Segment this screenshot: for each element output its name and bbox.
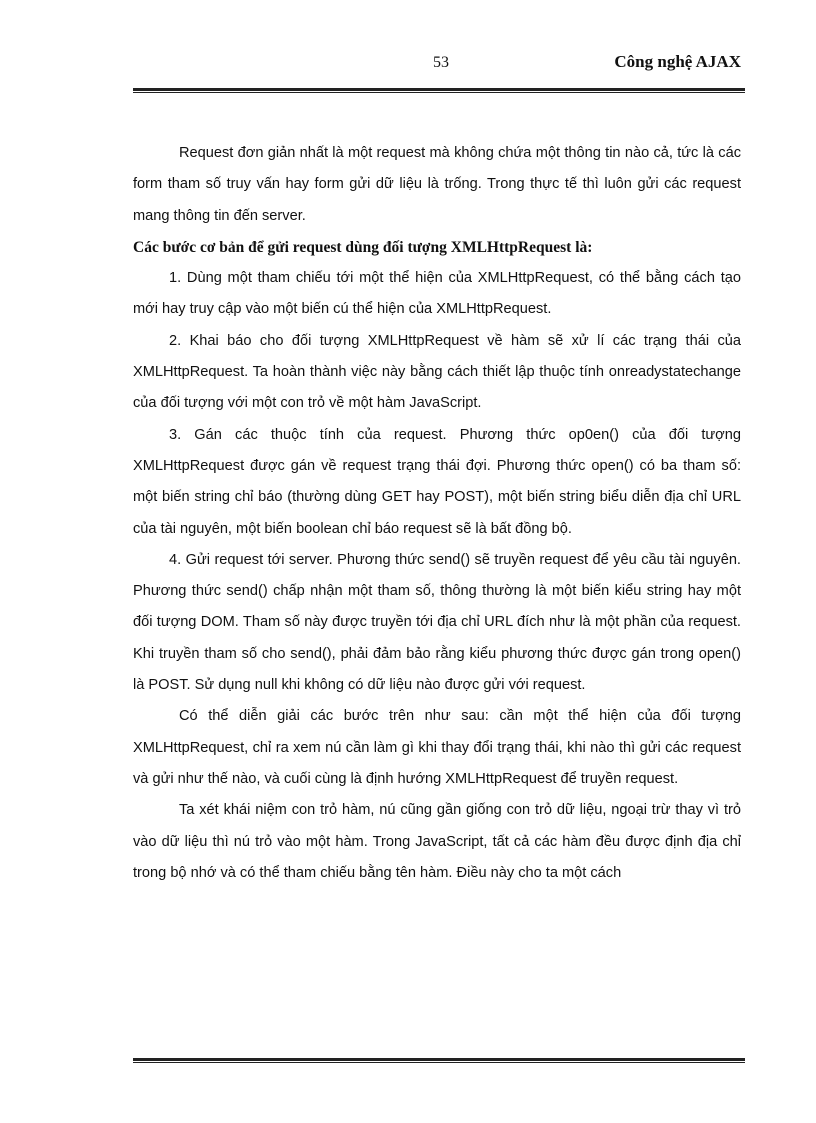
header-rule [133,88,745,93]
paragraph-summary: Có thể diễn giải các bước trên như sau: cần một thể hiện của đối tượng XMLHttpRequest, chỉ ra xem nú cần làm gì khi thay đổi trạng thái, khi nào thì gửi các request và gửi như thế nào, và cuối cùng là định hướng XMLHttpRequest để truyền request. [133,708,741,787]
header-title: Công nghệ AJAX [614,52,741,71]
paragraph-step-2: 2. Khai báo cho đối tượng XMLHttpRequest về hàm sẽ xử lí các trạng thái của XMLHttpRequest. Ta hoàn thành việc này bằng cách thiết lập thuộc tính onreadystatechange của đối tượng với một con trỏ về một hàm JavaScript. [133,332,741,412]
paragraph-step-1: 1. Dùng một tham chiếu tới một thể hiện của XMLHttpRequest, có thể bằng cách tạo mới hay truy cập vào một biến cú thể hiện của XMLHttpRequest. [133,270,741,318]
document-body [133,138,741,889]
page-header [133,50,745,80]
paragraph-intro: Request đơn giản nhất là một request mà không chứa một thông tin nào cả, tức là các form tham số truy vấn hay form gửi dữ liệu là trống. Trong thực tế thì luôn gửi các request mang thông tin đến server. [133,145,741,224]
section-heading: Các bước cơ bản để gửi request dùng đối tượng XMLHttpRequest là: [133,238,593,256]
paragraph-step-3: 3. Gán các thuộc tính của request. Phương thức op0en() của đối tượng XMLHttpRequest được gán về request trạng thái đợi. Phương thức open() có ba tham số: một biến string chỉ báo (thường dùng GET hay POST), một biến string biểu diễn địa chỉ URL của tài nguyên, một biến boolean chỉ báo request sẽ là bất đồng bộ. [133,426,741,537]
footer-rule [133,1058,745,1063]
paragraph-step-4: 4. Gửi request tới server. Phương thức send() sẽ truyền request để yêu cầu tài nguyên. Phương thức send() chấp nhận một tham số, thông thường là một biến kiểu string hay một đối tượng DOM. Tham số này được truyền tới địa chỉ URL đích như là một phần của request. Khi truyền tham số cho send(), phải đảm bảo rằng kiểu phương thức được gán trong open() là POST. Sử dụng null khi không có dữ liệu nào được gửi với request. [133,551,741,694]
paragraph-pointer: Ta xét khái niệm con trỏ hàm, nú cũng gần giống con trỏ dữ liệu, ngoại trừ thay vì trỏ vào dữ liệu thì nú trỏ vào một hàm. Trong JavaScript, tất cả các hàm đều được định địa chỉ trong bộ nhớ và có thể tham chiếu bằng tên hàm. Điều này cho ta một cách [133,802,741,881]
page-number: 53 [433,54,449,71]
